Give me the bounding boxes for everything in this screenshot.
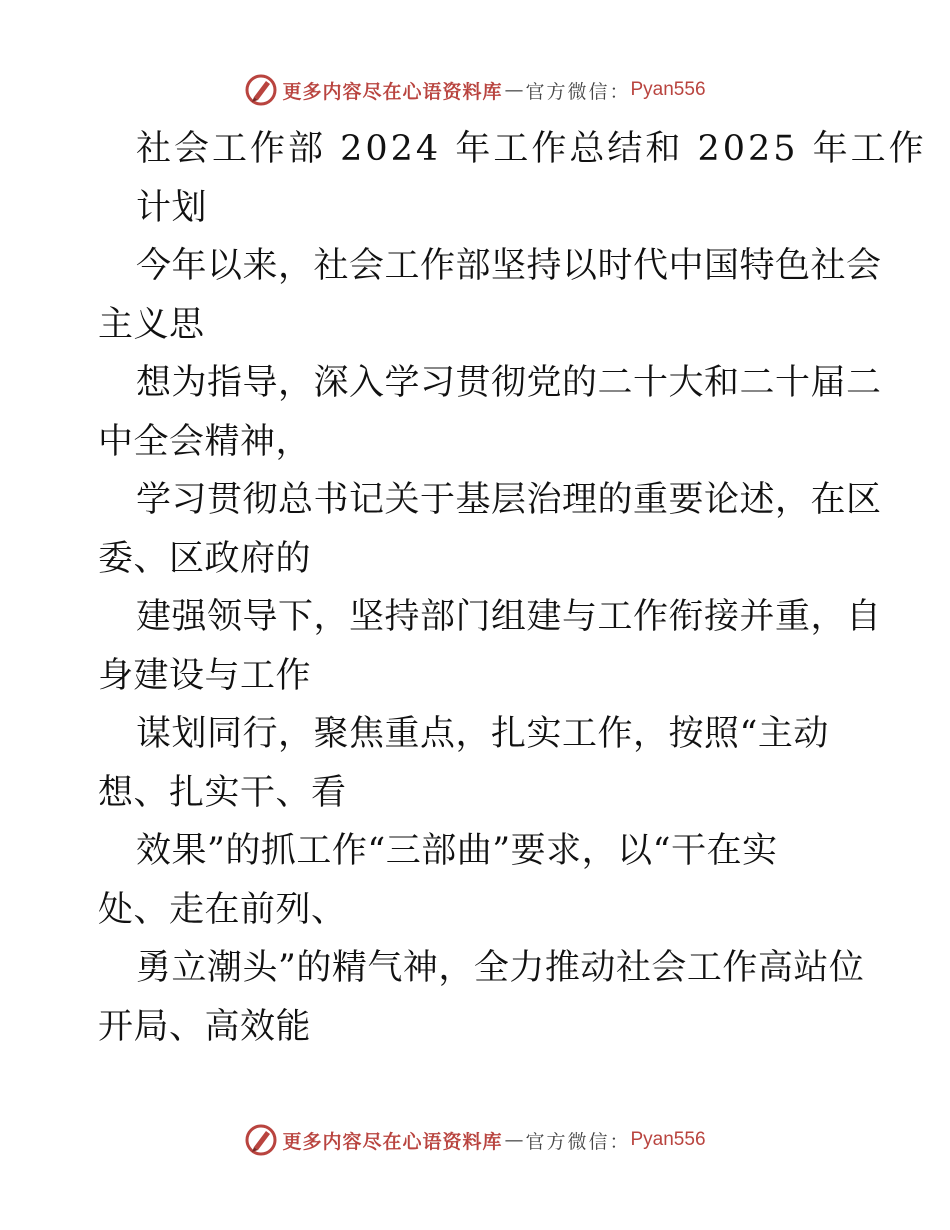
pen-logo-icon [244,73,278,107]
pen-logo-icon [244,1123,278,1157]
watermark-wechat-id: Pyan556 [630,1129,706,1150]
paragraph-line: 效果”的抓工作“三部曲”要求，以“干在实 [136,831,778,871]
document-title-line: 社会工作部 2024 年工作总结和 2025 年工作 [136,129,927,169]
watermark-main-text: 更多内容尽在心语资料库 [282,80,503,103]
paragraph-line: 委、区政府的 [98,538,312,579]
paragraph-line: 勇立潮头”的精气神，全力推动社会工作高站位 [136,948,865,988]
paragraph-line: 身建设与工作 [98,655,312,696]
watermark-dash: — [504,1129,524,1151]
watermark-dash: — [504,79,524,101]
watermark-sub-text: 官方微信： [525,80,631,103]
paragraph-line: 想为指导，深入学习贯彻党的二十大和二十届二 [136,363,882,403]
paragraph-line: 处、走在前列、 [98,889,347,930]
paragraph-line: 想、扎实干、看 [98,772,347,813]
watermark-sub-text: 官方微信： [525,1130,631,1153]
paragraph-line: 学习贯彻总书记关于基层治理的重要论述，在区 [136,480,882,520]
watermark-wechat-id: Pyan556 [630,79,706,100]
paragraph-line: 主义思 [98,304,205,345]
header-watermark [0,70,950,110]
paragraph-line: 开局、高效能 [98,1006,312,1047]
document-body [98,120,927,1056]
document-title-line: 计划 [136,187,208,228]
watermark-main-text: 更多内容尽在心语资料库 [282,1130,503,1153]
footer-watermark [0,1120,950,1160]
paragraph-line: 中全会精神， [98,421,312,462]
paragraph-line: 谋划同行，聚焦重点，扎实工作，按照“主动 [136,714,829,754]
paragraph-line: 今年以来，社会工作部坚持以时代中国特色社会 [136,246,882,286]
paragraph-line: 建强领导下，坚持部门组建与工作衔接并重，自 [136,597,882,637]
